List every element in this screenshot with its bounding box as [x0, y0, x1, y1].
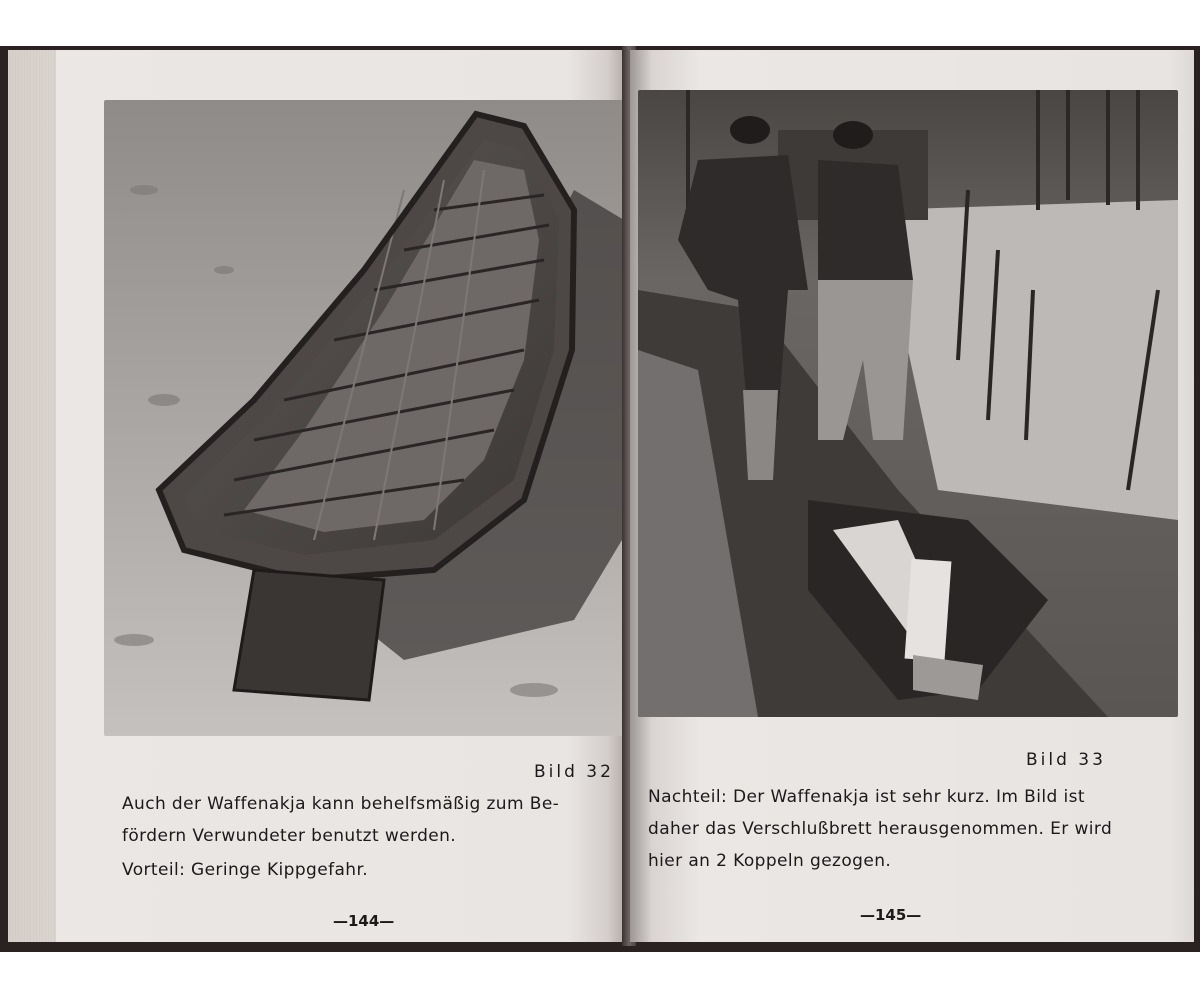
text-line: Auch der Waffenakja kann behelfsmäßig zum Be- [122, 794, 560, 814]
photo-label: Bild 32 [534, 762, 614, 782]
text-line: Nachteil: Der Waffenakja ist sehr kurz. Im Bild ist [648, 787, 1085, 807]
photo-boat-sled [104, 100, 630, 736]
text-line: daher das Verschlußbrett herausgenommen. Er wird [648, 819, 1113, 839]
page-number: —144— [333, 912, 395, 930]
left-page [8, 50, 630, 942]
body-text [122, 788, 559, 886]
photo-label: Bild 33 [1026, 750, 1106, 770]
open-book [0, 46, 1200, 952]
right-page [630, 50, 1194, 942]
photo-soldiers-pulling [638, 90, 1178, 717]
text-line: Vorteil: Geringe Kippgefahr. [122, 860, 369, 880]
page-number: —145— [860, 906, 922, 924]
text-line: hier an 2 Koppeln gezogen. [648, 851, 892, 871]
page-edge [8, 50, 56, 942]
text-line: fördern Verwundeter benutzt werden. [122, 826, 457, 846]
body-text [648, 781, 1112, 877]
